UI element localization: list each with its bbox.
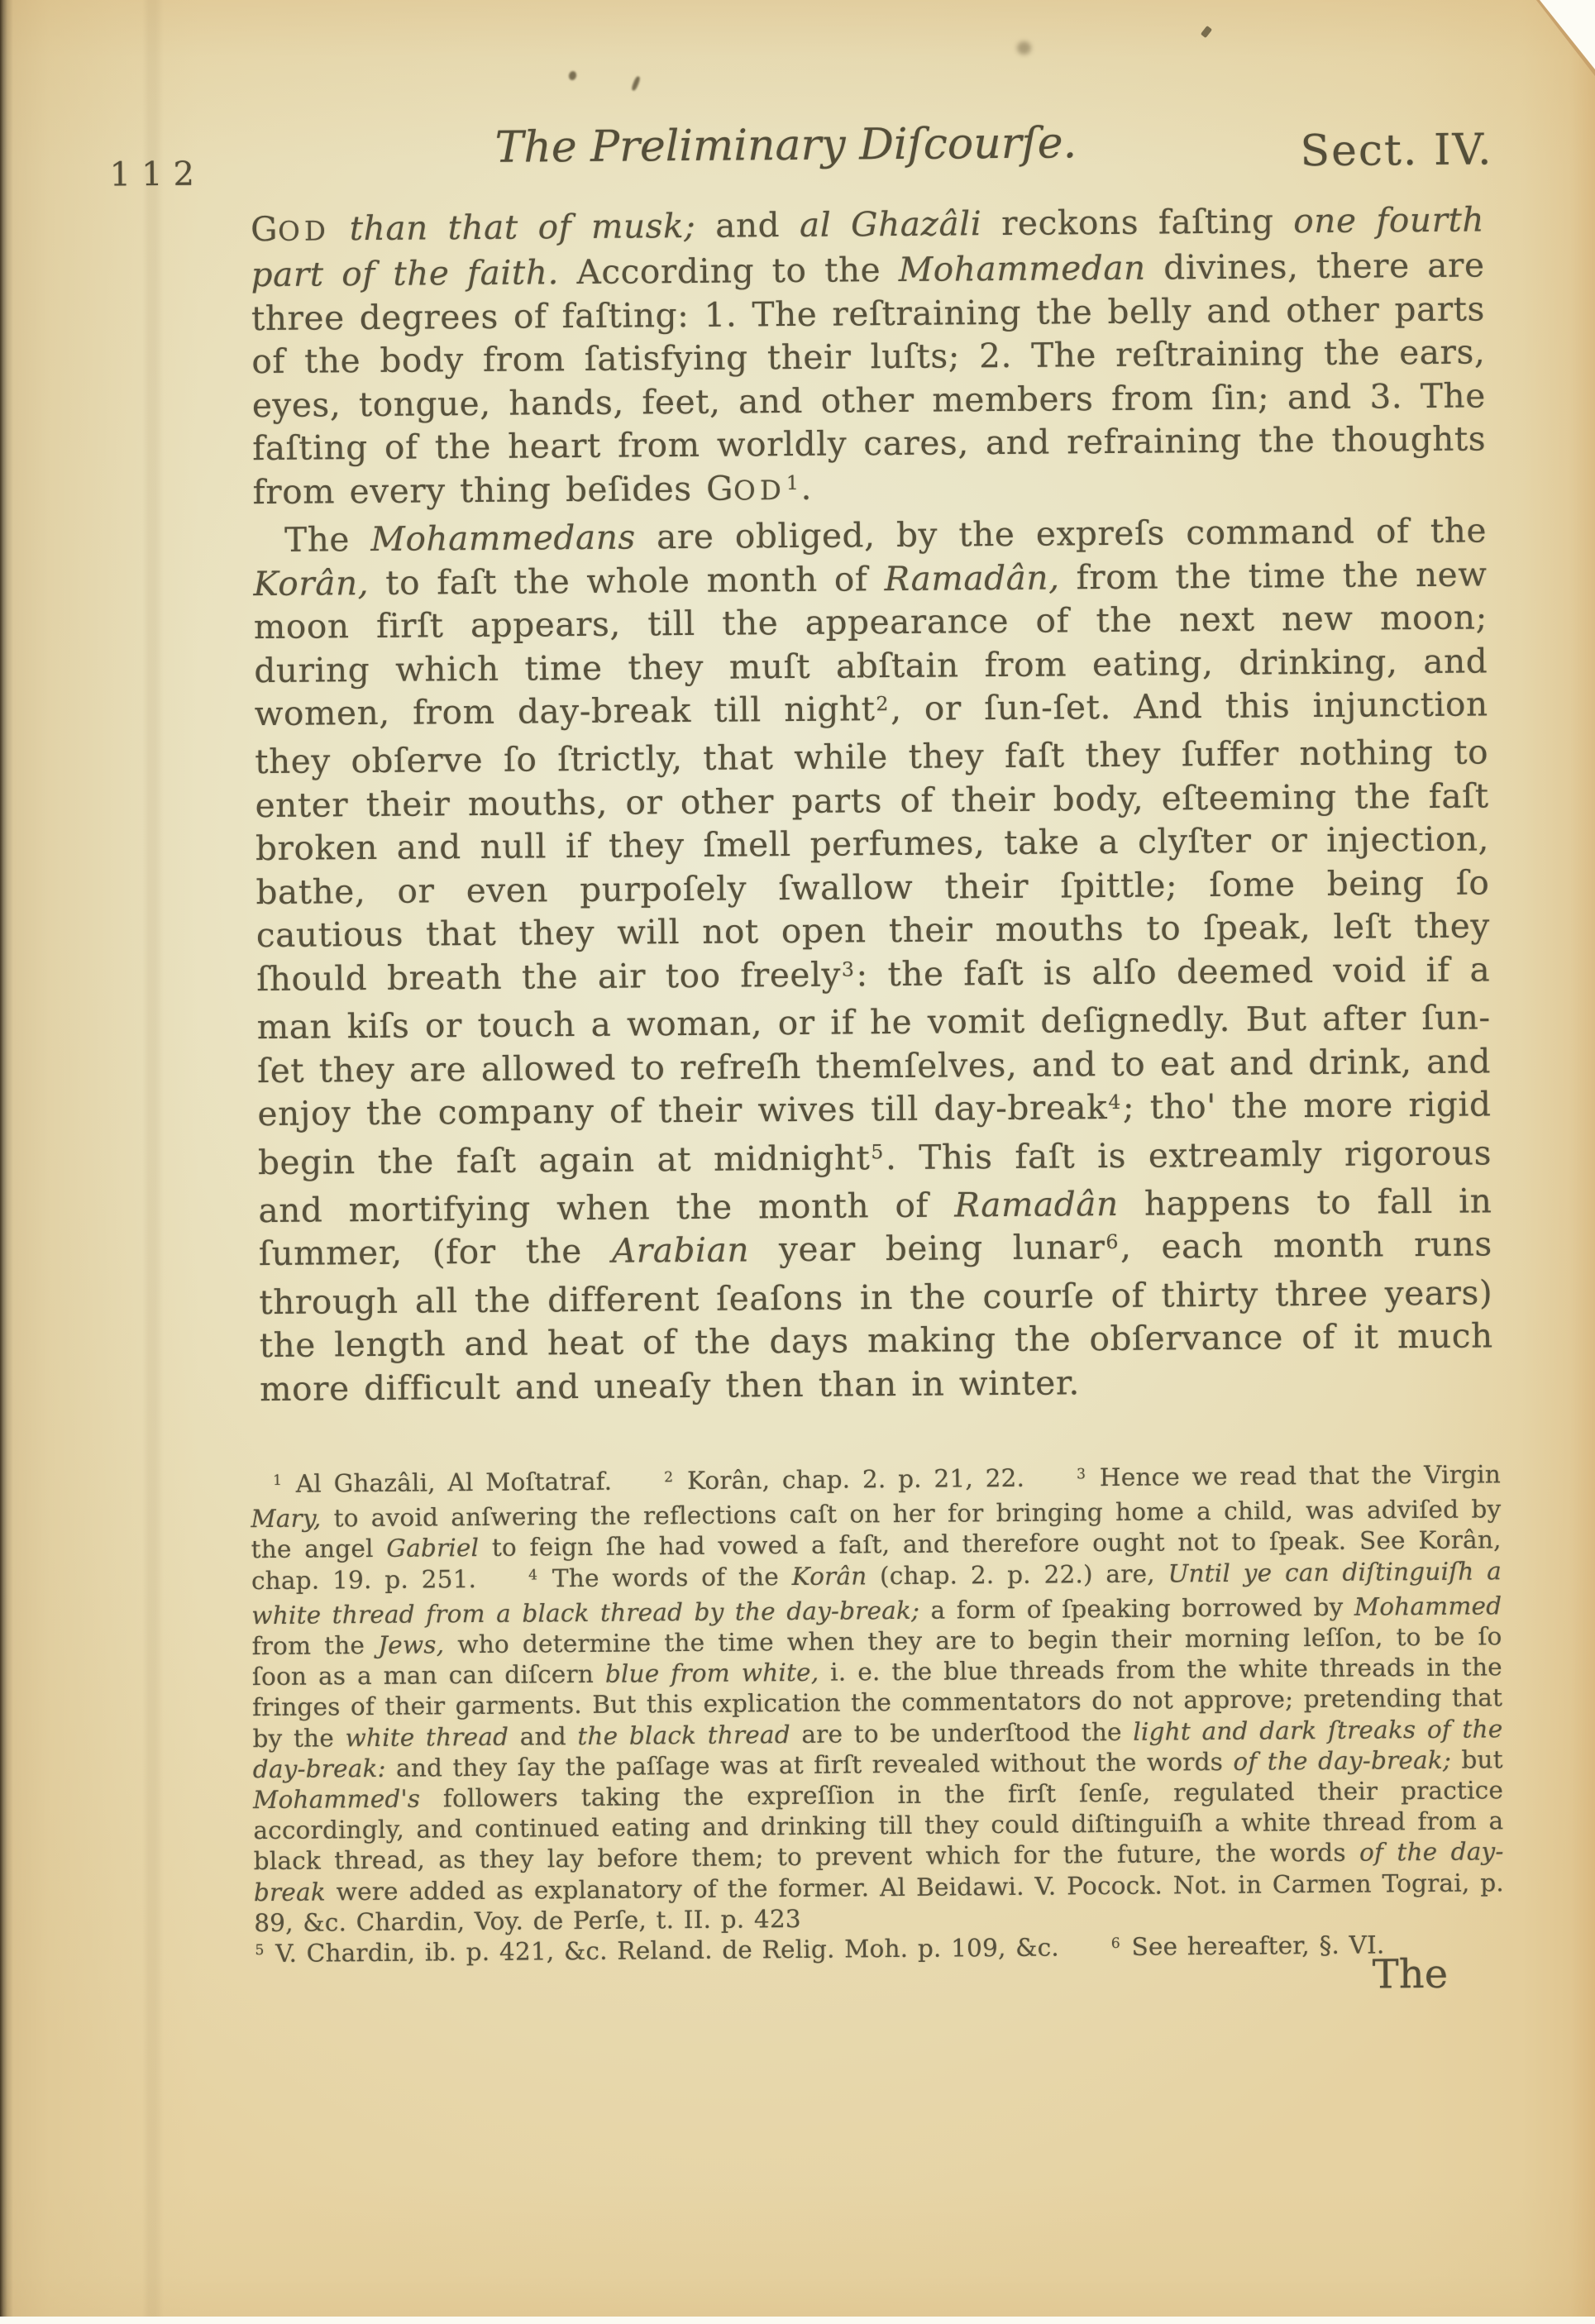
text-segment: G [250, 208, 279, 250]
text-segment: to faſt the whole month of [368, 558, 885, 603]
text-segment: . [800, 467, 813, 508]
text-segment: : the faſt is alſo deemed void if a man kiſs or touch a woman, or if he vomit deſignedly. But after ſun-ſet they are allowed to refreſh themſelves, and to eat and drink, and enjoy the company of their wives till day-break [256, 949, 1492, 1134]
body-text [251, 198, 1493, 1410]
text-segment: Korân, chap. 2. p. 21, 22. [675, 1463, 1025, 1496]
text-segment: Arabian [611, 1229, 750, 1272]
text-segment: Ramadân, [884, 557, 1060, 599]
text-segment: and [509, 1721, 578, 1751]
text-segment: Mary, [251, 1504, 322, 1534]
text-segment: from the time the new moon firſt appears, till the appearance of the next new moon; during which time they muſt abſtain from eating, drinking, and women, from day-break till night [253, 554, 1488, 734]
text-segment: to feign ſhe had vowed a faſt, and therefore ought not to ſpeak. See Korân, chap. 19. p. 251. [251, 1525, 1502, 1595]
paragraph-ramadan-fast [253, 509, 1493, 1411]
text-segment: reckons faſting [981, 201, 1294, 244]
text-segment: are to be underſtood the [790, 1717, 1134, 1749]
text-segment: and [695, 204, 800, 246]
text-segment: Hence we read that the Virgin [1087, 1460, 1502, 1492]
text-segment: the black thread [577, 1720, 790, 1750]
footnote-marker: 5 [255, 1942, 265, 1959]
text-segment: are obliged, by the expreſs command of the [635, 510, 1488, 557]
text-segment: , each month runs through all the different ſeaſons in the courſe of thirty three years) the length and heat of the days making the obſervance of it much more difficult and uneaſy then than in winter. [259, 1224, 1493, 1409]
footnotes-block [251, 1459, 1505, 1973]
text-segment: . This faſt is extreamly rigorous and mortifying when the month of [258, 1132, 1492, 1231]
footnote-marker: 4 [1108, 1090, 1121, 1114]
text-segment: Gabriel [386, 1534, 480, 1563]
footnote-marker: 6 [1106, 1230, 1120, 1254]
text-segment: Ramadân [954, 1183, 1119, 1225]
text-segment: happens to fall in ſummer, (for the [258, 1181, 1492, 1274]
text-segment: Mohammed's [252, 1784, 421, 1815]
text-segment: Korân [791, 1561, 867, 1591]
footnote-marker: 2 [876, 691, 890, 715]
footnote-marker: 4 [528, 1567, 538, 1584]
text-segment: year being lunar [748, 1227, 1106, 1270]
footnote-marker: 5 [871, 1140, 885, 1164]
text-segment: al Ghazâli [799, 203, 982, 245]
catchword: The [1372, 1950, 1449, 1998]
text-segment: who determine the time when they are to begin their morning leſſon, to be ſo ſoon as a man can diſcern [251, 1622, 1502, 1692]
text-segment: See hereafter, §. VI. [1121, 1930, 1385, 1961]
text-segment: were added as explanatory of the former. Al Beidawi. V. Pocock. Not. in Carmen Tograi, p. 89, &c. Chardin, Voy. de Perſe, t. II. p. 423 [254, 1868, 1505, 1937]
page-number: 112 [109, 155, 206, 194]
running-title: The Preliminary Diſcourſe. [494, 118, 1077, 173]
text-segment: (chap. 2. p. 22.) are, [867, 1559, 1168, 1590]
text-segment: to avoid anſwering the reflections caſt on her for bringing home a child, was adviſed by the angel [251, 1495, 1502, 1564]
text-segment: but [1450, 1745, 1503, 1774]
text-segment: of the day-break; [1233, 1745, 1452, 1776]
text-segment: divines, there are three degrees of faſting: 1. The reſtraining the belly and other parts of the body from ſatisfying their luſts; 2. The reſtraining the ears, eyes, tongue, hands, feet, and other members from ſin; and 3. The faſting of the heart from worldly cares, and refraining the thoughts from every thing beſides [251, 245, 1487, 512]
footnote-marker: 6 [1110, 1935, 1121, 1953]
text-segment: a form of ſpeaking borrowed by [919, 1592, 1354, 1625]
text-segment: OD [277, 215, 331, 247]
text-segment: blue from white, [604, 1658, 819, 1689]
text-segment: Mohammedan [898, 248, 1146, 290]
text-segment: light and dark ſtreaks of the day-break: [252, 1714, 1503, 1783]
text-segment: OD [733, 474, 786, 507]
text-segment: According to the [558, 250, 899, 293]
text-segment: G [705, 468, 734, 508]
text-segment: one fourth part of the faith. [251, 199, 1485, 295]
footnote-marker: 1 [786, 470, 800, 494]
paragraph-fasting-degrees [251, 198, 1487, 518]
footnote-marker: 3 [841, 957, 855, 981]
section-label: Sect. IV. [1300, 125, 1493, 177]
text-segment: Korân, [253, 562, 370, 604]
text-segment: Al Ghazâli, Al Moſtatraf. [284, 1467, 613, 1498]
text-segment: Until ye can diſtinguiſh a white thread from a black thread by the day-break; [251, 1556, 1502, 1630]
text-segment: The words of the [539, 1562, 792, 1593]
text-segment: white thread [345, 1722, 509, 1752]
footnote-marker: 1 [272, 1472, 283, 1490]
text-segment: Mohammed [1354, 1591, 1502, 1621]
footnote-marker: 3 [1076, 1466, 1086, 1483]
text-segment: , or ſun-ſet. And this injunction they obſerve ſo ſtrictly, that while they faſt they ſuffer nothing to enter their mouths, or other parts of their body, eſteeming the faſt broken and null if they ſmell perfumes, take a clyſter or injection, bathe, or even purpoſely ſwallow their ſpittle; ſome being ſo cautious that they will not open their mouths to ſpeak, leſt they ſhould breath the air too freely [255, 684, 1491, 999]
text-segment: and they ſay the paſſage was at firſt revealed without the words [385, 1747, 1234, 1782]
text-segment: V. Chardin, ib. p. 421, &c. Reland. de Relig. Moh. p. 109, &c. [265, 1933, 1060, 1968]
text-segment: i. e. the blue threads from the white threads in the fringes of their garments. But this explication the commentators do not approve; pretending that by the [252, 1653, 1503, 1753]
text-segment: than that of musk; [329, 205, 696, 249]
text-segment: followers taking the expreſſion in the firſt ſenſe, regulated their practice accordingly, and continued eating and drinking till they could diſtinguiſh a white thread from a black thread, as they lay before them; to prevent which for the future, the words [253, 1776, 1504, 1876]
text-segment: Mohammedans [370, 517, 636, 560]
text-segment: ; tho' the more rigid begin the faſt again at midnight [257, 1084, 1492, 1182]
text-segment: of the day-break [253, 1837, 1504, 1906]
footnote-marker: 2 [664, 1469, 674, 1487]
text-segment: The [284, 519, 371, 560]
text-segment: Jews, [378, 1630, 445, 1659]
text-segment: from the [251, 1630, 379, 1661]
